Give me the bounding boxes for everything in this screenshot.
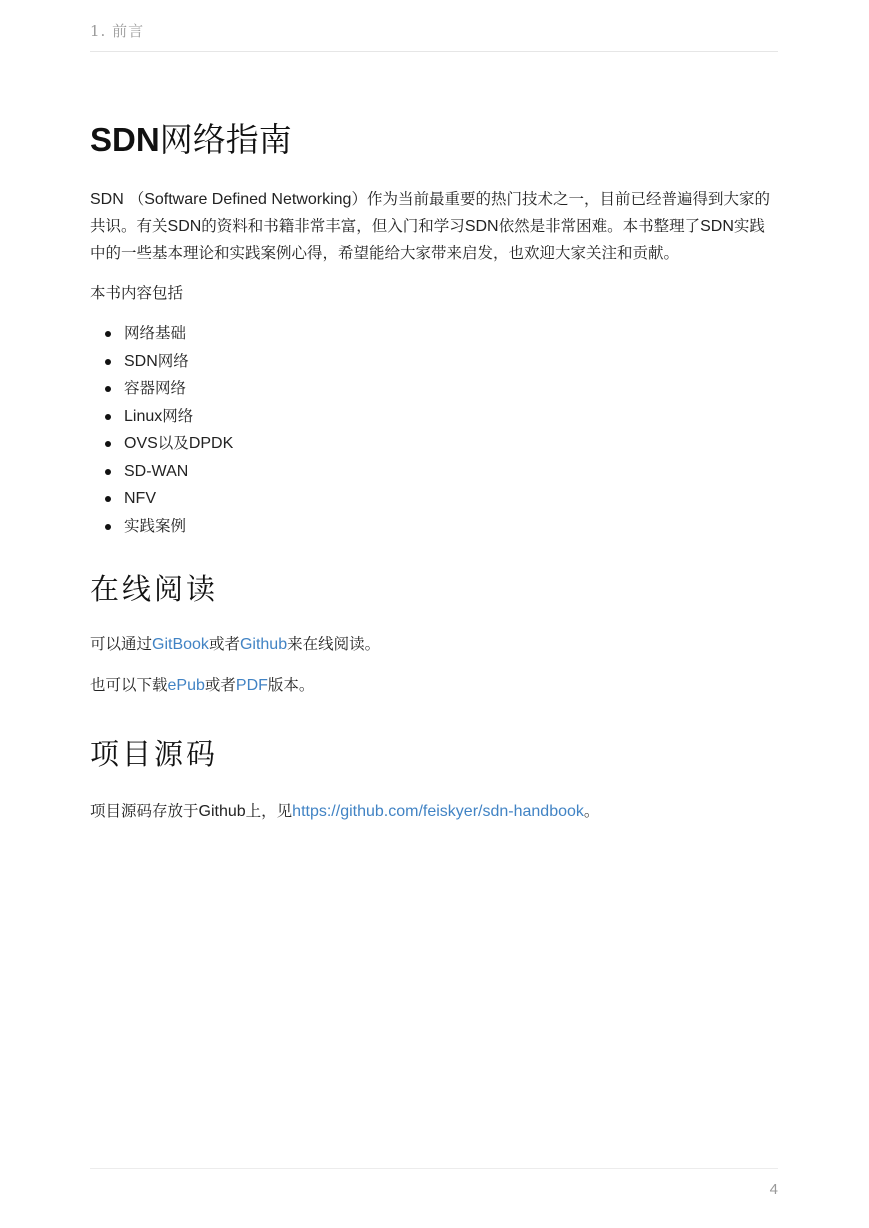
chapter-title: 1. 前言: [90, 22, 145, 40]
list-item: OVS以及DPDK: [104, 430, 778, 458]
page-title: SDN网络指南: [90, 120, 292, 159]
intro-paragraph: SDN （Software Defined Networking）作为当前最重要的热门技术之一，目前已经普遍得到大家的共识。有关SDN的资料和书籍非常丰富，但入门和学习SDN依然是非常困难。本书整理了SDN实践中的一些基本理论和实践案例心得，希望能给大家带来启发，也欢迎大家关注和贡献。: [90, 190, 770, 262]
repo-url-link[interactable]: https://github.com/feiskyer/sdn-handbook: [292, 803, 584, 820]
list-item: SD-WAN: [104, 458, 778, 486]
gitbook-link[interactable]: GitBook: [152, 636, 209, 653]
list-item: 容器网络: [104, 375, 778, 403]
topics-list: [90, 320, 778, 539]
online-reading-line: 可以通过GitBook或者Github来在线阅读。: [90, 635, 381, 653]
online-reading-heading: 在线阅读: [90, 572, 219, 606]
document-body: [90, 118, 778, 825]
page-footer: [90, 1168, 778, 1198]
github-link[interactable]: Github: [239, 636, 288, 653]
source-line: 项目源码存放于Github上，见https://github.com/feiskyer/sdn-handbook。: [90, 802, 600, 820]
pdf-link[interactable]: PDF: [235, 677, 268, 694]
list-item: 网络基础: [104, 320, 778, 348]
epub-link[interactable]: ePub: [167, 677, 205, 694]
list-item: SDN网络: [104, 348, 778, 376]
page-number: 4: [769, 1181, 778, 1198]
list-item: NFV: [104, 485, 778, 513]
source-heading: 项目源码: [90, 737, 219, 771]
book-contents-label: 本书内容包括: [90, 284, 184, 302]
page-header: [90, 18, 778, 52]
download-line: 也可以下载ePub或者PDF版本。: [90, 676, 315, 694]
list-item: Linux网络: [104, 403, 778, 431]
list-item: 实践案例: [104, 513, 778, 540]
